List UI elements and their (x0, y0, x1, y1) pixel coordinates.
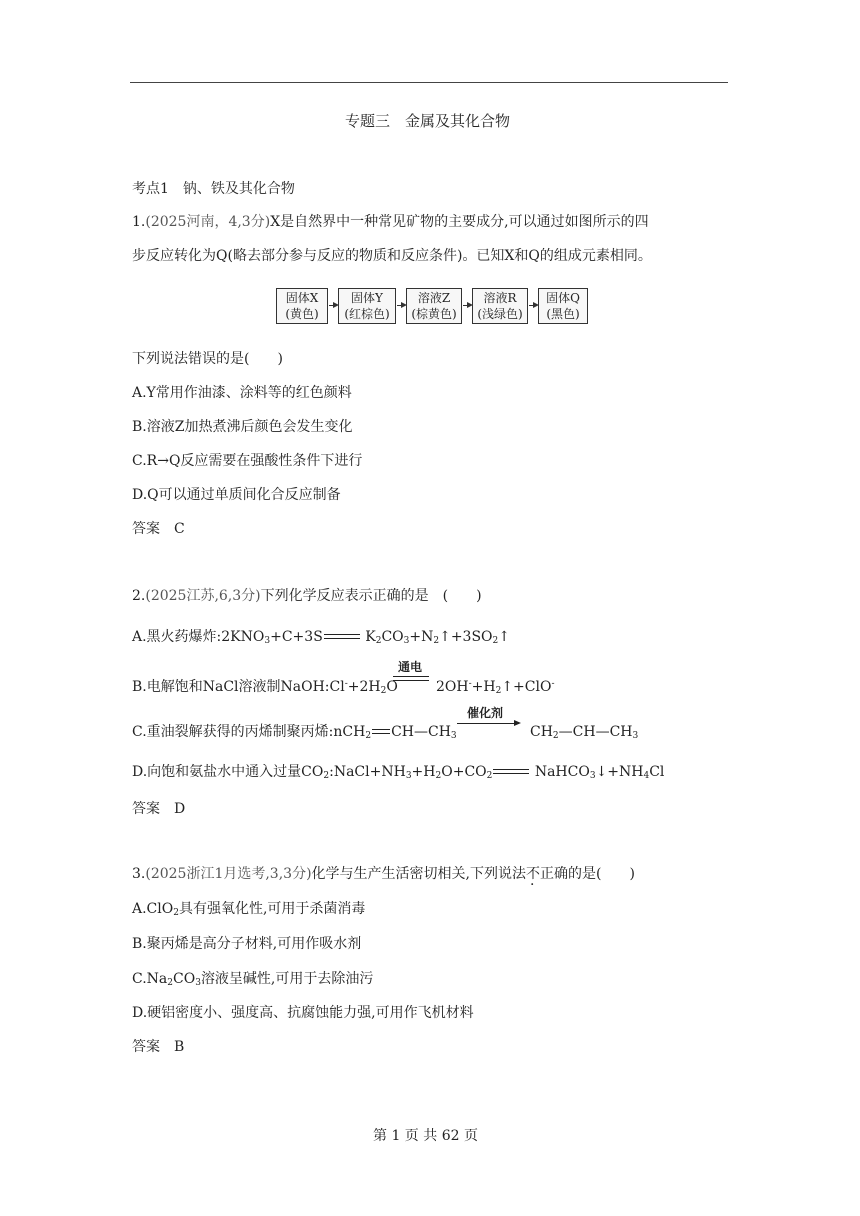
page-title: 专题三 金属及其化合物 (345, 112, 511, 130)
q3-stem (132, 864, 635, 884)
page-number: 第 1 页 共 62 页 (373, 1128, 478, 1144)
equals-sign-icon (493, 768, 529, 776)
q2-option-d: D.向饱和氨盐水中通入过量$CO_2:NaCl+NH_3+H_2O+CO_2$ $NaHCO_3↓+NH_4Cl$ (132, 764, 665, 781)
q1-stem-line-1 (132, 212, 649, 232)
condition-electrolysis: 通电 (398, 660, 423, 674)
flow-arrow (397, 305, 405, 306)
flow-arrow (463, 305, 471, 306)
q1-answer: 答案 C (132, 521, 185, 537)
q1-prompt: 下列说法错误的是( ) (132, 351, 283, 367)
q1-option-a: A.Y常用作油漆、涂料等的红色颜料 (132, 385, 352, 401)
q3-answer: 答案 B (132, 1039, 185, 1055)
equals-sign-icon (324, 633, 360, 641)
q1-option-c-text: Q反应需要在强酸性条件下进行 (168, 453, 363, 469)
q2-stem (132, 586, 482, 606)
q3-option-a-text: 具有强氧化性,可用于杀菌消毒 (178, 901, 366, 917)
q3-source: (2025浙江1月选考,3,3分) (145, 866, 312, 882)
q3-option-a: A.ClO$_2$具有强氧化性,可用于杀菌消毒 (132, 901, 366, 918)
q2-source: (2025江苏,6,3分) (145, 588, 261, 604)
q3-stem-end: 的是( ) (568, 866, 635, 882)
q3-option-b: B.聚丙烯是高分子材料,可用作吸水剂 (132, 936, 362, 952)
q2-option-b-left: B.电解饱和NaCl溶液制$NaOH:Cl^-+2H_2O$ (132, 679, 398, 696)
flow-arrow (329, 305, 337, 306)
q1-option-b: B.溶液Z加热煮沸后颜色会发生变化 (132, 419, 353, 435)
flow-box-name: 固体X (285, 291, 319, 305)
q3-stem-text: 化学与生产生活密切相关,下列说法 (311, 866, 526, 882)
q1-stem-text-1: X是自然界中一种常见矿物的主要成分,可以通过如图所示的四 (270, 214, 649, 230)
reaction-arrow-icon (457, 723, 519, 724)
q1-option-c-label: C.R (132, 453, 158, 469)
section-heading: 考点1 钠、铁及其化合物 (132, 181, 295, 197)
flow-box-name: 溶液R (483, 291, 517, 305)
q1-number: 1. (132, 214, 146, 230)
flow-arrow (529, 305, 537, 306)
flow-box-solid-q (538, 288, 588, 324)
q2-option-c-product: $CH_2—CH—CH_3$ (530, 724, 639, 741)
flow-box-solution-z (406, 288, 462, 324)
q1-option-d: D.Q可以通过单质间化合反应制备 (132, 487, 341, 503)
flow-box-color: (棕黄色) (411, 307, 457, 321)
q2-option-a: A.黑火药爆炸$:2KNO_3+C+3S$ $K_2CO_3+N_2↑+3SO_2↑$ (132, 629, 510, 646)
q3-option-d: D.硬铝密度小、强度高、抗腐蚀能力强,可用作飞机材料 (132, 1005, 474, 1021)
condition-catalyst: 催化剂 (467, 706, 504, 720)
flow-box-solution-r (472, 288, 528, 324)
q2-number: 2. (132, 588, 146, 604)
flow-box-color: (红棕色) (344, 307, 390, 321)
reaction-arrow-icon: → (157, 453, 169, 469)
q3-option-c: $C.Na_2CO_3$溶液呈碱性,可用于去除油污 (132, 971, 374, 988)
flow-box-solid-y (338, 288, 396, 324)
flow-box-solid-x (276, 288, 328, 324)
q1-source: (2025河南，4,3分) (145, 214, 271, 230)
q1-option-c (132, 451, 362, 471)
flow-box-color: (黑色) (546, 307, 580, 321)
q2-answer: 答案 D (132, 801, 186, 817)
flow-box-color: (浅绿色) (477, 307, 523, 321)
double-bond-icon (372, 728, 390, 736)
q3-option-c-text: 溶液呈碱性,可用于去除油污 (200, 971, 374, 987)
equals-sign-icon (393, 676, 429, 681)
q2-stem-text: 下列化学反应表示正确的是 ( ) (260, 588, 482, 604)
flow-box-name: 固体Q (546, 291, 580, 305)
header-rule (130, 82, 728, 83)
flow-box-name: 固体Y (351, 291, 383, 305)
q3-emphasis-not-correct: 不正确 (526, 866, 568, 882)
q2-option-b-right: $2OH^-+H_2↑+ClO^-$ (436, 679, 555, 696)
q3-number: 3. (132, 866, 146, 882)
flow-box-color: (黄色) (285, 307, 319, 321)
q1-stem-line-2: 步反应转化为Q(略去部分参与反应的物质和反应条件)。已知X和Q的组成元素相同。 (132, 248, 652, 264)
q2-option-c-left: C.重油裂解获得的丙烯制聚丙烯:nCH$_2$ $CH—CH_3$ (132, 724, 457, 741)
flow-box-name: 溶液Z (417, 291, 451, 305)
